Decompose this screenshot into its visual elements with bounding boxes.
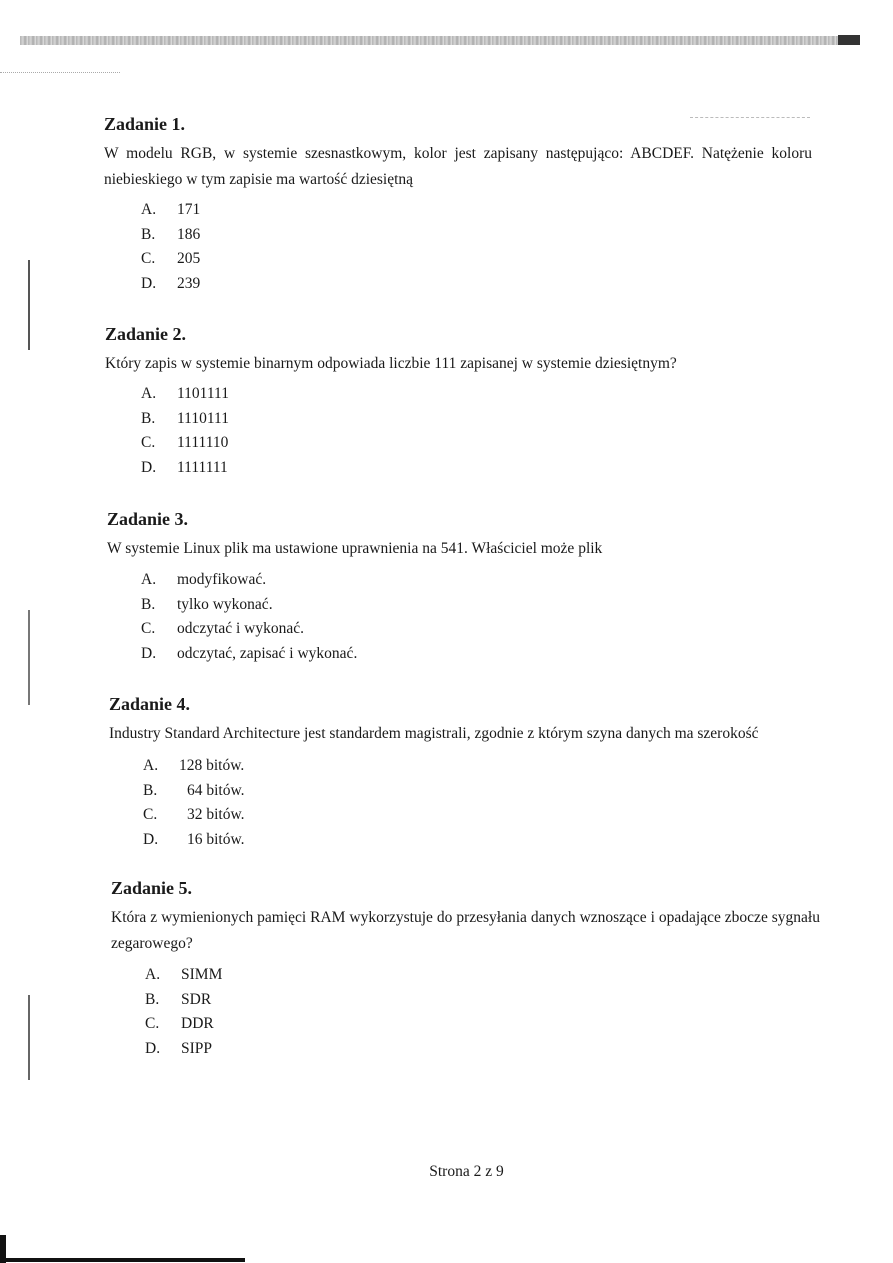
answer-option[interactable] — [143, 782, 245, 807]
answer-letter: A. — [141, 571, 157, 588]
answer-text: 171 — [177, 201, 201, 218]
task-title: Zadanie 5. — [111, 878, 193, 898]
task-title: Zadanie 2. — [105, 324, 187, 344]
answer-option[interactable] — [143, 806, 245, 831]
answer-option[interactable] — [145, 966, 222, 991]
task-title: Zadanie 1. — [104, 114, 186, 134]
answer-letter: A. — [143, 757, 159, 774]
scan-artifact-left-line — [28, 260, 30, 350]
answer-letter: C. — [141, 620, 156, 637]
answer-letter: D. — [141, 644, 157, 662]
answer-list — [141, 385, 229, 483]
scan-artifact-dots — [0, 72, 120, 74]
answer-letter: B. — [141, 409, 156, 427]
answer-text: SDR — [181, 990, 212, 1008]
answer-letter: A. — [145, 966, 161, 983]
answer-option[interactable] — [145, 1040, 222, 1065]
answer-text: odczytać, zapisać i wykonać. — [177, 644, 358, 662]
answer-letter: C. — [143, 806, 158, 823]
answer-text: tylko wykonać. — [177, 595, 273, 613]
answer-text: SIMM — [181, 966, 223, 983]
answer-text: 205 — [177, 250, 201, 267]
scan-artifact-left-line — [28, 610, 30, 705]
answer-option[interactable] — [141, 596, 357, 621]
scan-artifact-dash — [690, 117, 810, 118]
answer-text: modyfikować. — [177, 571, 267, 588]
answer-text: DDR — [181, 1015, 214, 1032]
answer-option[interactable] — [141, 226, 200, 251]
scan-artifact-top-bar — [20, 36, 860, 45]
answer-list — [141, 201, 200, 299]
task-question: Która z wymienionych pamięci RAM wykorzystuje do przesyłania danych wznoszące i opadające zbocze sygnału zegarowego? — [111, 909, 820, 952]
answer-list — [145, 966, 222, 1064]
answer-text: 16 bitów. — [187, 830, 245, 848]
answer-list — [143, 757, 245, 855]
answer-list — [141, 571, 357, 669]
task-question: W modelu RGB, w systemie szesnastkowym, kolor jest zapisany następująco: ABCDEF. Natężenie koloru niebieskiego w tym zapisie ma wartość dziesiętną — [104, 145, 812, 188]
answer-text: 1111111 — [177, 458, 228, 476]
answer-option[interactable] — [145, 1015, 222, 1040]
task-question: W systemie Linux plik ma ustawione uprawnienia na 541. Właściciel może plik — [107, 540, 603, 557]
answer-letter: A. — [141, 201, 157, 218]
answer-option[interactable] — [141, 459, 229, 484]
answer-text: 239 — [177, 274, 201, 292]
answer-letter: C. — [141, 434, 156, 451]
task-title: Zadanie 4. — [109, 694, 191, 714]
answer-option[interactable] — [141, 620, 357, 645]
answer-letter: C. — [141, 250, 156, 267]
answer-letter: D. — [145, 1039, 161, 1057]
answer-letter: B. — [141, 595, 156, 613]
answer-option[interactable] — [141, 434, 229, 459]
answer-letter: B. — [141, 225, 156, 243]
answer-letter: D. — [141, 274, 157, 292]
answer-letter: D. — [141, 458, 157, 476]
answer-option[interactable] — [145, 991, 222, 1016]
answer-text: SIPP — [181, 1039, 213, 1057]
answer-option[interactable] — [141, 250, 200, 275]
answer-option[interactable] — [143, 831, 245, 856]
task-question: Industry Standard Architecture jest standardem magistrali, zgodnie z którym szyna danych ma szerokość — [109, 725, 759, 742]
answer-option[interactable] — [141, 275, 200, 300]
answer-option[interactable] — [141, 201, 200, 226]
scan-artifact-corner — [0, 1258, 245, 1262]
answer-letter: B. — [145, 990, 160, 1008]
answer-option[interactable] — [141, 645, 357, 670]
answer-letter: A. — [141, 385, 157, 402]
task-title: Zadanie 3. — [107, 509, 189, 529]
answer-option[interactable] — [143, 757, 245, 782]
answer-text: 32 bitów. — [187, 806, 245, 823]
answer-letter: D. — [143, 830, 159, 848]
answer-text: odczytać i wykonać. — [177, 620, 304, 637]
answer-option[interactable] — [141, 571, 357, 596]
answer-text: 64 bitów. — [187, 781, 245, 799]
answer-text: 186 — [177, 225, 201, 243]
page-number: Strona 2 z 9 — [429, 1163, 504, 1180]
scan-artifact-left-line — [28, 995, 30, 1080]
answer-option[interactable] — [141, 385, 229, 410]
answer-letter: B. — [143, 781, 158, 799]
task-question: Który zapis w systemie binarnym odpowiada liczbie 111 zapisanej w systemie dziesiętnym? — [105, 355, 677, 372]
scan-artifact-top-bar-end — [838, 35, 860, 45]
answer-text: 1111110 — [177, 434, 229, 451]
answer-option[interactable] — [141, 410, 229, 435]
answer-letter: C. — [145, 1015, 160, 1032]
answer-text: 1110111 — [177, 409, 229, 427]
answer-text: 128 bitów. — [179, 757, 245, 774]
answer-text: 1101111 — [177, 385, 229, 402]
